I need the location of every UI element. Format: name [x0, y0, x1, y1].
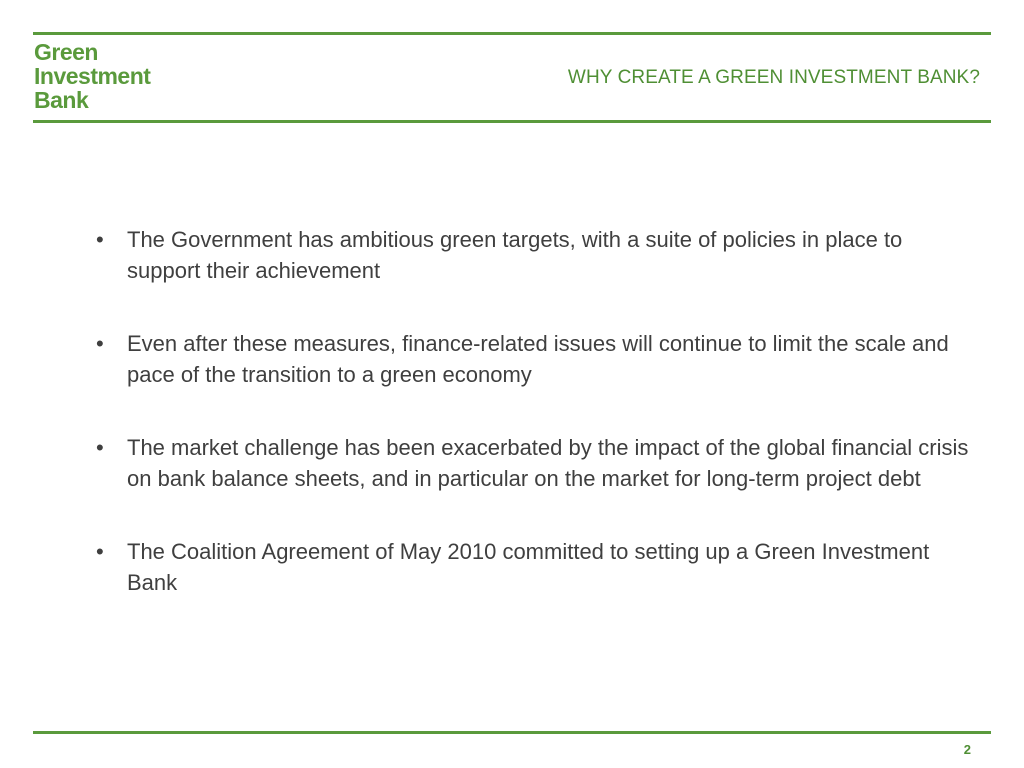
bullet-text: The Coalition Agreement of May 2010 committed to setting up a Green Investment Bank [127, 539, 930, 595]
bullet-text: The Government has ambitious green targets, with a suite of policies in place to support their achievement [127, 227, 903, 283]
page-number: 2 [963, 742, 971, 757]
logo [34, 40, 150, 112]
header-divider [33, 120, 991, 123]
page-title: WHY CREATE A GREEN INVESTMENT BANK? [567, 67, 980, 88]
bullet-marker: • [96, 435, 104, 460]
bullet-marker: • [96, 227, 104, 252]
footer-divider [33, 731, 991, 734]
bullet-item [96, 328, 976, 390]
logo-line-green: Green [34, 39, 98, 65]
bullet-marker: • [96, 331, 104, 356]
bullet-text: Even after these measures, finance-related issues will continue to limit the scale and pace of the transition to a green economy [127, 331, 949, 387]
bullet-marker: • [96, 539, 104, 564]
bullet-item [96, 224, 976, 286]
bullet-item [96, 432, 976, 494]
top-divider [33, 32, 991, 35]
bullet-list [96, 224, 976, 640]
logo-line-investment: Investment [34, 63, 151, 89]
logo-line-bank: Bank [34, 87, 89, 113]
bullet-item [96, 536, 976, 598]
bullet-text: The market challenge has been exacerbated by the impact of the global financial crisis on bank balance sheets, and in particular on the market for long-term project debt [127, 435, 969, 491]
